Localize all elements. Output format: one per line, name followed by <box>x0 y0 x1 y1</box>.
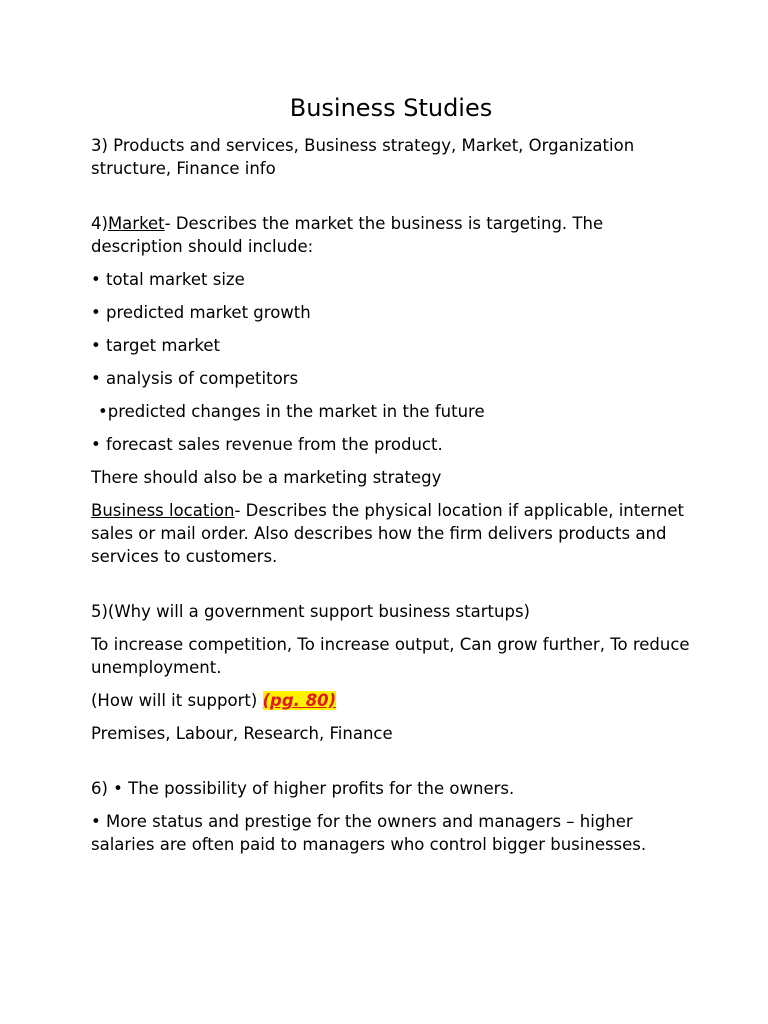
list-item: • target market <box>91 336 220 355</box>
document-page <box>91 92 691 866</box>
list-item: • analysis of competitors <box>91 369 299 388</box>
list-item: • forecast sales revenue from the product. <box>91 435 443 454</box>
list-item: •predicted changes in the market in the future <box>98 402 485 421</box>
q5-question: 5)(Why will a government support business startups) <box>91 602 530 621</box>
q6-point-1: 6) • The possibility of higher profits for the owners. <box>91 779 515 798</box>
q4-number: 4) <box>91 214 108 233</box>
q5-how-line <box>91 689 691 712</box>
business-location-term: Business location <box>91 501 235 520</box>
support-list: Premises, Labour, Research, Finance <box>91 724 393 743</box>
q5-answer: To increase competition, To increase output, Can grow further, To reduce unemployment. <box>91 635 690 677</box>
page-title: Business Studies <box>289 94 493 122</box>
business-location-paragraph <box>91 499 691 568</box>
market-description: - Describes the market the business is targeting. The description should include: <box>91 214 604 256</box>
business-location-description: - Describes the physical location if applicable, internet sales or mail order. Also describes how the firm delivers products and services to customers. <box>91 501 684 566</box>
market-term: Market <box>107 214 165 233</box>
page-reference-highlight: (pg. 80) <box>262 691 337 710</box>
q6-point-2: • More status and prestige for the owners and managers – higher salaries are often paid to managers who control bigger businesses. <box>91 812 647 854</box>
marketing-strategy-line: There should also be a marketing strategy <box>91 468 442 487</box>
q4-market-paragraph <box>91 212 691 258</box>
list-item: • total market size <box>91 270 245 289</box>
list-item: • predicted market growth <box>91 303 311 322</box>
q3-answer: 3) Products and services, Business strategy, Market, Organization structure, Finance info <box>91 136 635 178</box>
how-label: (How will it support) <box>91 691 263 710</box>
